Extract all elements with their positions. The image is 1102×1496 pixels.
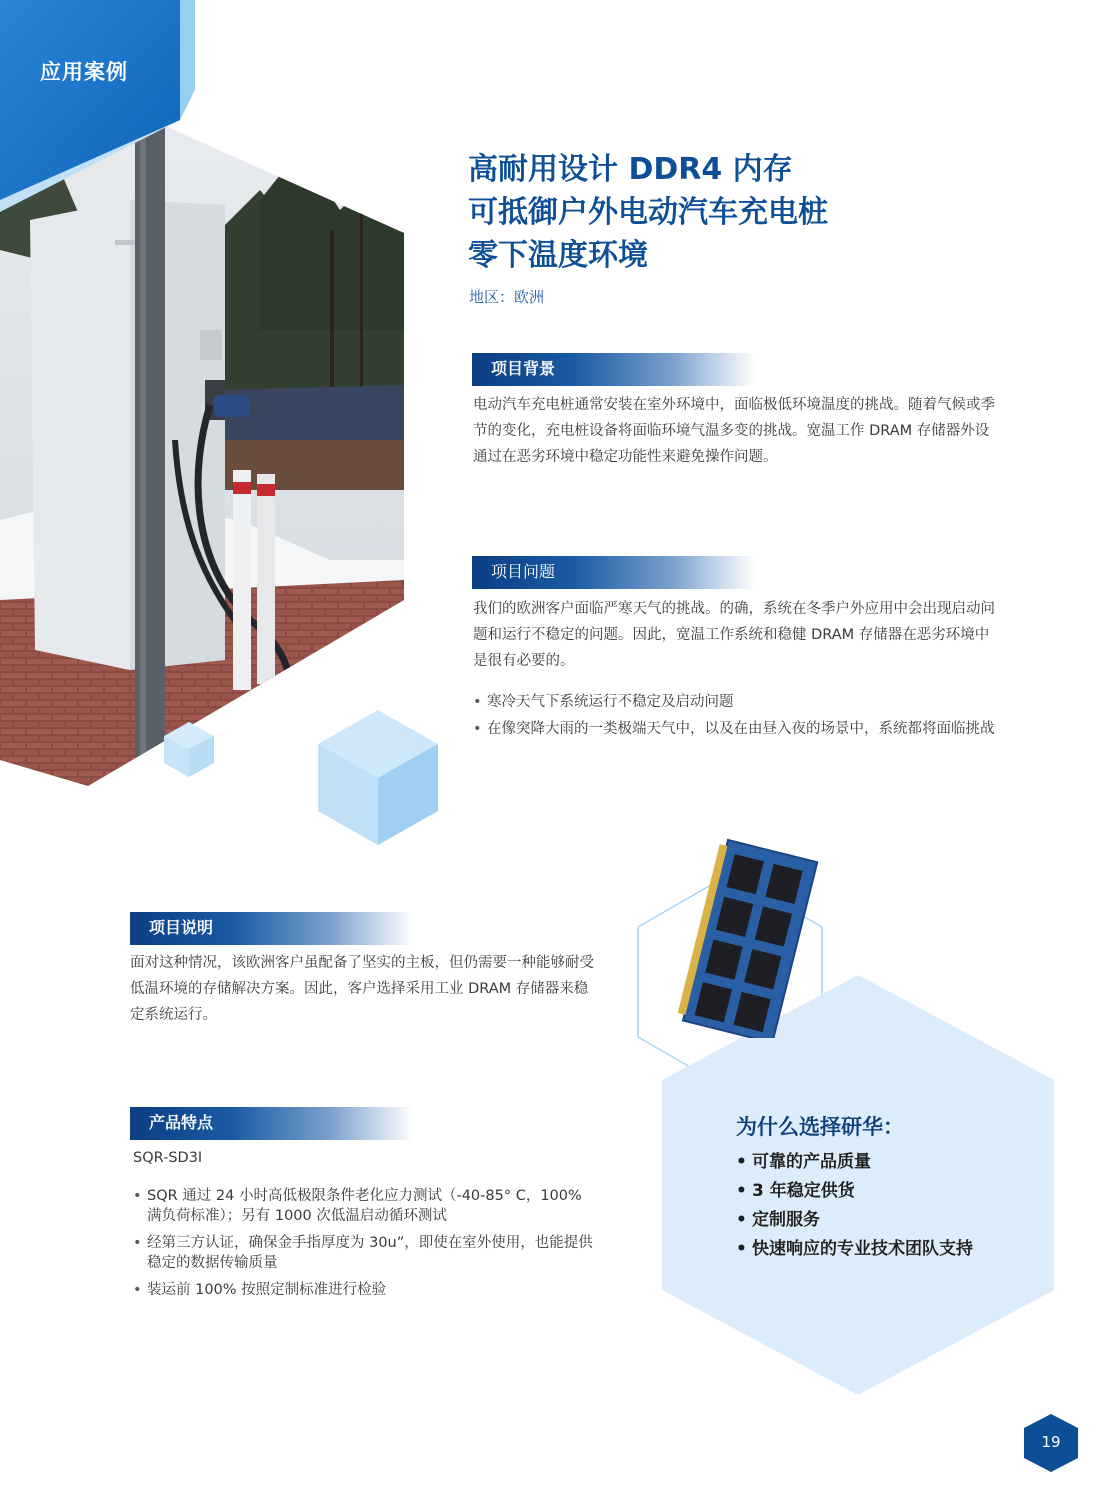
- page-number: 19: [1041, 1433, 1061, 1451]
- list-item: • 定制服务: [736, 1206, 973, 1235]
- list-item: • 经第三方认证，确保金手指厚度为 30u”，即使在室外使用，也能提供稳定的数据传输质量: [133, 1233, 593, 1273]
- category-tag-label: 应用案例: [40, 60, 128, 84]
- list-item: • 3 年稳定供货: [736, 1177, 973, 1206]
- list-item: • 寒冷天气下系统运行不稳定及启动问题: [473, 692, 1003, 712]
- why-choose-title: 为什么选择研华：: [736, 1115, 904, 1139]
- list-item: • 快速响应的专业技术团队支持: [736, 1235, 973, 1264]
- problem-bullet-list: [473, 692, 1003, 746]
- region-label: 地区：欧洲: [469, 288, 545, 306]
- description-body: 面对这种情况，该欧洲客户虽配备了坚实的主板，但仍需要一种能够耐受低温环境的存储解决方案。因此，客户选择采用工业 DRAM 存储器来稳定系统运行。: [130, 955, 594, 1023]
- background-heading: 项目背景: [472, 353, 755, 386]
- title-line-2: 可抵御户外电动汽车充电桩: [468, 195, 828, 230]
- list-item: • SQR 通过 24 小时高低极限条件老化应力测试（-40-85° C，100% 满负荷标准）；另有 1000 次低温启动循环测试: [133, 1186, 593, 1226]
- page-title: [468, 148, 1028, 277]
- description-heading: 项目说明: [130, 912, 413, 945]
- category-tag-shape: [0, 0, 200, 220]
- features-heading: 产品特点: [130, 1107, 413, 1140]
- list-item: • 可靠的产品质量: [736, 1148, 973, 1177]
- decorative-cube-small: [164, 722, 214, 777]
- problem-body: 我们的欧洲客户面临严寒天气的挑战。的确，系统在冬季户外应用中会出现启动问题和运行不稳定的问题。因此，宽温工作系统和稳健 DRAM 存储器在恶劣环境中是很有必要的。: [473, 601, 995, 669]
- decorative-cube-large: [318, 710, 438, 845]
- why-choose-list: [736, 1148, 973, 1264]
- product-model: SQR-SD3I: [133, 1150, 203, 1166]
- ram-module-image: [670, 838, 830, 1038]
- background-body: 电动汽车充电桩通常安装在室外环境中，面临极低环境温度的挑战。随着气候或季节的变化，充电桩设备将面临环境气温多变的挑战。宽温工作 DRAM 存储器外设通过在恶劣环境中稳定功能性来避免操作问题。: [473, 397, 995, 465]
- features-bullet-list: [133, 1186, 593, 1307]
- title-line-3: 零下温度环境: [468, 238, 648, 273]
- list-item: • 在像突降大雨的一类极端天气中，以及在由昼入夜的场景中，系统都将面临挑战: [473, 719, 1003, 739]
- list-item: • 装运前 100% 按照定制标准进行检验: [133, 1280, 593, 1300]
- title-line-1: 高耐用设计 DDR4 内存: [468, 152, 793, 187]
- problem-heading: 项目问题: [472, 556, 755, 589]
